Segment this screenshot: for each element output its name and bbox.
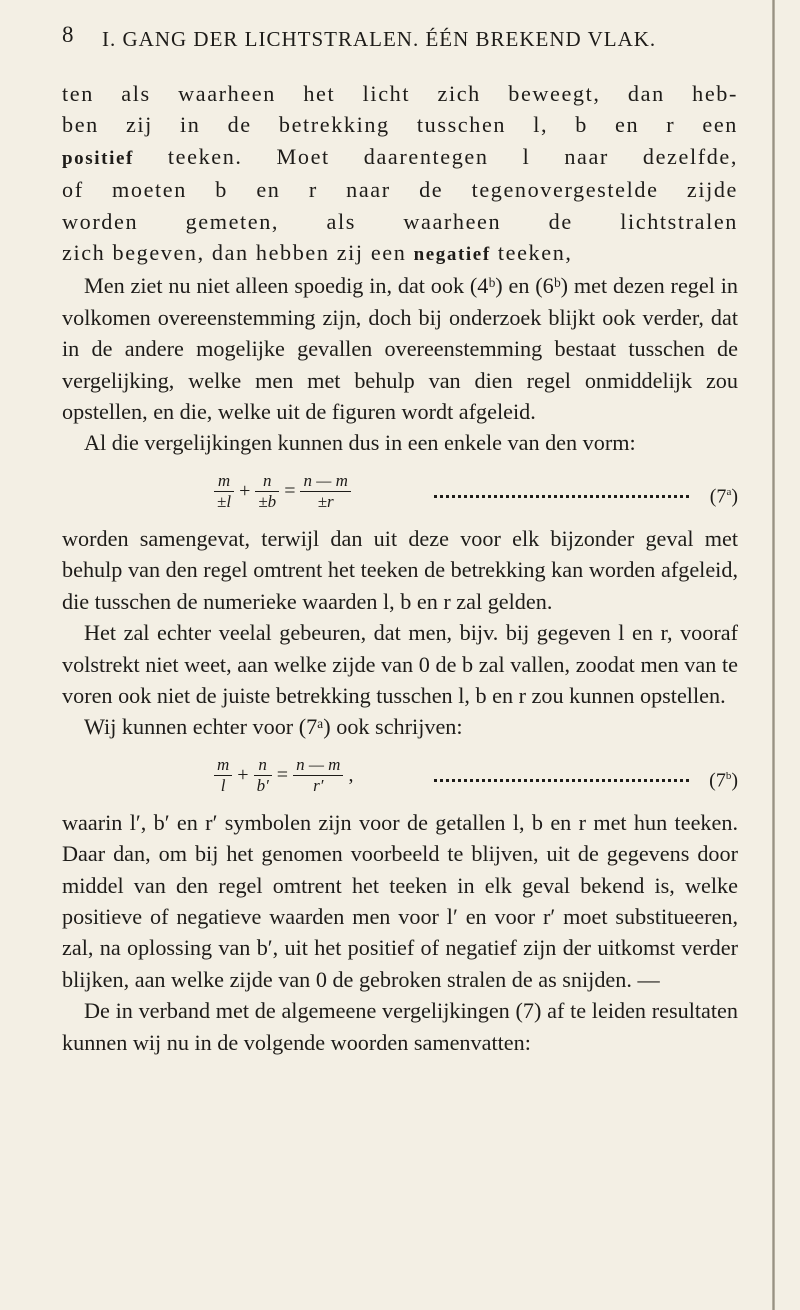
- paragraph-3: Al die vergelijkingen kunnen dus in een enkele van den vorm:: [84, 430, 636, 456]
- fraction-n-minus-m-over-r: [300, 471, 350, 512]
- fraction-n-over-b: [255, 471, 279, 512]
- equation-7a-expression: [212, 463, 353, 521]
- dot-leader: [434, 481, 689, 498]
- equation-label-7b: [709, 761, 738, 797]
- dot-leader: [434, 765, 689, 782]
- denominator: b′: [256, 776, 269, 796]
- paragraph-1-line-6-post: teeken,: [490, 240, 573, 266]
- label-sup: b: [725, 769, 732, 782]
- comma: ,: [348, 764, 354, 787]
- body-text: [62, 78, 738, 1058]
- denominator: ±b: [258, 492, 277, 512]
- paragraph-6: Wij kunnen echter voor (7ᵃ) ook schrijven:: [84, 714, 463, 740]
- paragraph-1-line-4: of moeten b en r naar de tegenovergestelde zijde: [62, 177, 738, 203]
- page-edge: [772, 0, 775, 1310]
- paragraph-4: worden samengevat, terwijl dan uit deze voor elk bijzonder geval met behulp van den regel omtrent het teeken de betrekking kan worden afgeleid, die tusschen de numerieke waarden l, b en r zal gelden.: [62, 525, 738, 614]
- paragraph-1-line-6: [62, 237, 738, 270]
- running-title: I. GANG DER LICHTSTRALEN. ÉÉN BREKEND VLAK.: [102, 27, 657, 51]
- label-close: ): [731, 769, 738, 792]
- numerator: m: [217, 755, 230, 775]
- label-sup: a: [726, 485, 732, 498]
- equation-7b: [62, 747, 738, 805]
- numerator: n — m: [296, 755, 341, 775]
- paragraph-7: waarin l′, b′ en r′ symbolen zijn voor de getallen l, b en r met hun teeken. Daar dan, om bij het genomen voorbeeld te blijven, uit de gegevens door middel van den regel omtrent het teeken in elk geval bekend is, welke positieve of negatieve waarden men voor l′ en voor r′ moet substitueeren, zal, na oplossing van b′, uit het positief of negatief zijn der uitkomst verder blijken, aan welke zijde van 0 de gebroken stralen de as snijden. —: [62, 809, 738, 992]
- paragraph-5: Het zal echter veelal gebeuren, dat men, bijv. bij gegeven l en r, vooraf volstrekt niet weet, aan welke zijde van 0 de b zal vallen, zoodat men van te voren ook niet de juiste betrekking tusschen l, b en r zou kunnen opstellen.: [62, 620, 738, 708]
- paragraph-1-line-3-rest: teeken. Moet daarentegen l naar dezelfde,: [133, 143, 738, 169]
- fraction-n-over-b-prime: [254, 755, 272, 796]
- label-close: ): [731, 485, 738, 508]
- paragraph-8: De in verband met de algemeene vergelijkingen (7) af te leiden resultaten kunnen wij nu in de volgende woorden samenvatten:: [62, 998, 738, 1055]
- plus-sign: +: [237, 764, 249, 787]
- paragraph-1-line-1: ten als waarheen het licht zich beweegt, dan heb-: [62, 81, 738, 106]
- bold-term-negatief: negatief: [413, 244, 491, 266]
- page-number: 8: [62, 22, 75, 47]
- equals-sign: =: [276, 764, 289, 787]
- paragraph-1-line-3: [62, 141, 738, 174]
- paragraph-1-line-6-pre: zich begeven, dan hebben zij een: [62, 240, 414, 266]
- fraction-m-over-l: [214, 471, 234, 512]
- paragraph-1-line-5: worden gemeten, als waarheen de lichtstralen: [62, 208, 738, 234]
- denominator: r′: [313, 776, 324, 796]
- equation-7a: [62, 463, 738, 521]
- paragraph-2: Men ziet nu niet alleen spoedig in, dat ook (4ᵇ) en (6ᵇ) met dezen regel in volkomen overeenstemming zijn, doch bij onderzoek blijkt ook verder, dat in de andere mogelijke gevallen overeenstemming bestaat tusschen de vergelijking, welke men met behulp van dien regel onmiddelijk zou opstellen, en die, welke uit de figuren wordt afgeleid.: [62, 273, 738, 425]
- equation-7b-expression: [212, 747, 356, 805]
- label-open: (7: [709, 485, 727, 508]
- numerator: m: [217, 471, 231, 491]
- label-open: (7: [709, 769, 726, 792]
- equation-label-7a: [710, 477, 738, 513]
- numerator: n: [263, 471, 272, 491]
- bold-term-positief: positief: [62, 147, 134, 169]
- fraction-m-over-l-prime: [214, 755, 232, 796]
- equals-sign: =: [284, 480, 296, 503]
- denominator: ±r: [317, 492, 334, 512]
- numerator: n — m: [303, 471, 348, 491]
- plus-sign: +: [239, 480, 251, 503]
- paragraph-1-line-2: ben zij in de betrekking tusschen l, b en r een: [62, 112, 738, 138]
- denominator: ±l: [217, 492, 232, 512]
- fraction-n-minus-m-over-r-prime: [293, 755, 343, 796]
- numerator: n: [258, 755, 267, 775]
- denominator: l: [220, 776, 226, 796]
